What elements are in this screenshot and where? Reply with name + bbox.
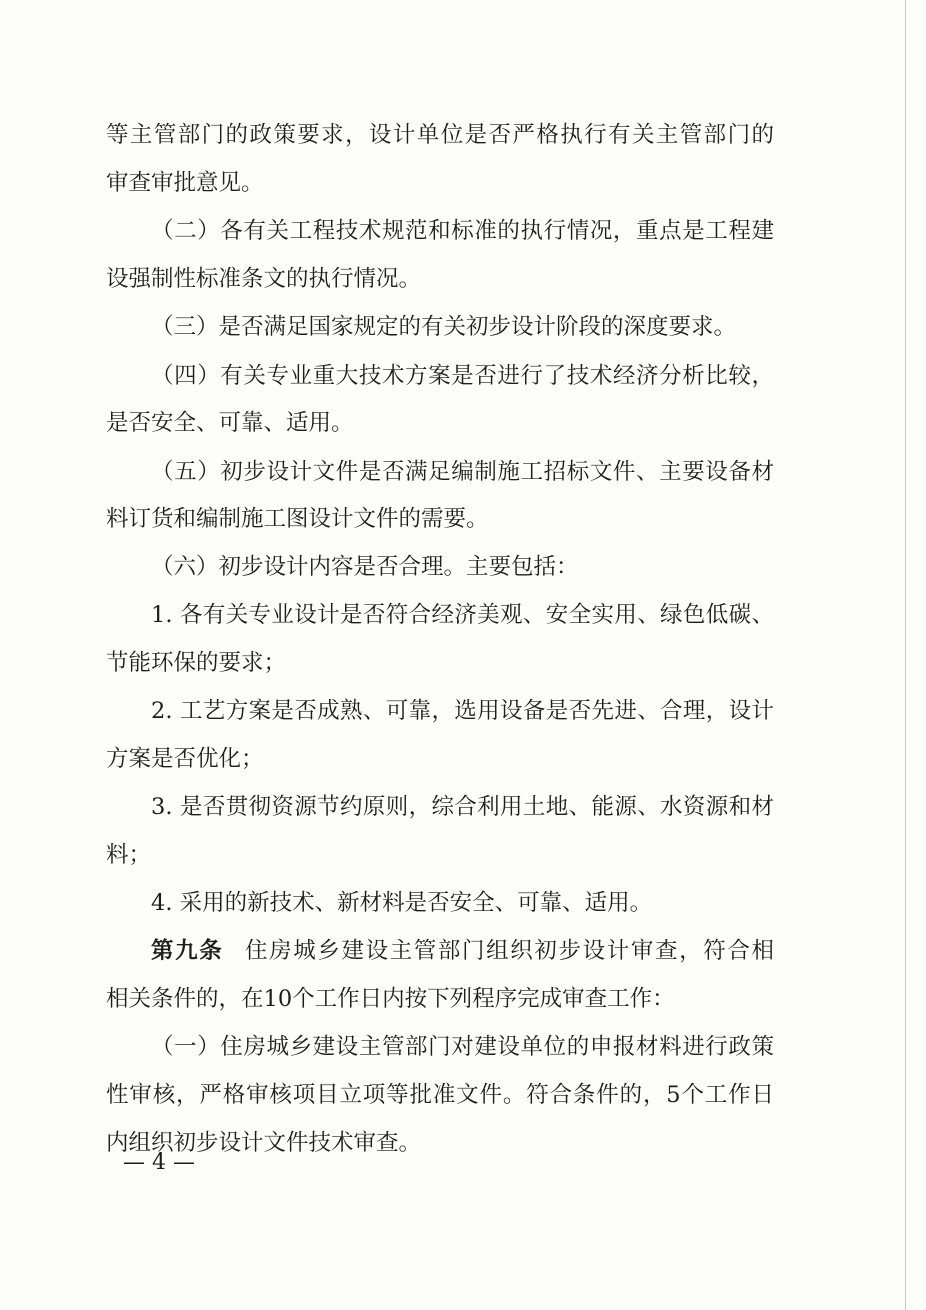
list-item: 4. 采用的新技术、新材料是否安全、可靠、适用。: [151, 890, 653, 916]
article-nine-heading: 第九条: [151, 938, 224, 964]
text-line: （四）有关专业重大技术方案是否进行了技术经济分析比较，: [151, 363, 774, 389]
text-line: 审查审批意见。: [106, 170, 264, 196]
text-line: （五）初步设计文件是否满足编制施工招标文件、主要设备材: [151, 459, 774, 485]
article-heading-line: [151, 934, 774, 968]
page-number: — 4 —: [123, 1150, 195, 1175]
text-line: 相关条件的，在10个工作日内按下列程序完成审查工作：: [106, 986, 675, 1012]
scan-edge-line: [905, 0, 906, 1310]
text-line: 性审核，严格审核项目立项等批准文件。符合条件的，5个工作日: [106, 1082, 774, 1108]
list-item: 1. 各有关专业设计是否符合经济美观、安全实用、绿色低碳、: [151, 602, 774, 628]
text-line: 料；: [106, 842, 152, 868]
text-line: 设强制性标准条文的执行情况。: [106, 266, 422, 292]
text-line: （一）住房城乡建设主管部门对建设单位的申报材料进行政策: [151, 1034, 774, 1060]
text-line: 料订货和编制施工图设计文件的需要。: [106, 506, 489, 532]
text-line: 是否安全、可靠、适用。: [106, 410, 354, 436]
text-line: （三）是否满足国家规定的有关初步设计阶段的深度要求。: [151, 314, 737, 340]
text-line: 方案是否优化；: [106, 746, 264, 772]
list-item: 2. 工艺方案是否成熟、可靠，选用设备是否先进、合理，设计: [151, 698, 774, 724]
list-item: 3. 是否贯彻资源节约原则，综合利用土地、能源、水资源和材: [151, 794, 774, 820]
text-line: 等主管部门的政策要求，设计单位是否严格执行有关主管部门的: [106, 122, 774, 148]
text-line: 节能环保的要求；: [106, 650, 287, 676]
text-line: （二）各有关工程技术规范和标准的执行情况，重点是工程建: [151, 218, 774, 244]
text-line: 内组织初步设计文件技术审查。: [106, 1130, 422, 1156]
article-nine-text: 住房城乡建设主管部门组织初步设计审查，符合相: [243, 938, 774, 964]
text-line: （六）初步设计内容是否合理。主要包括：: [151, 554, 579, 580]
